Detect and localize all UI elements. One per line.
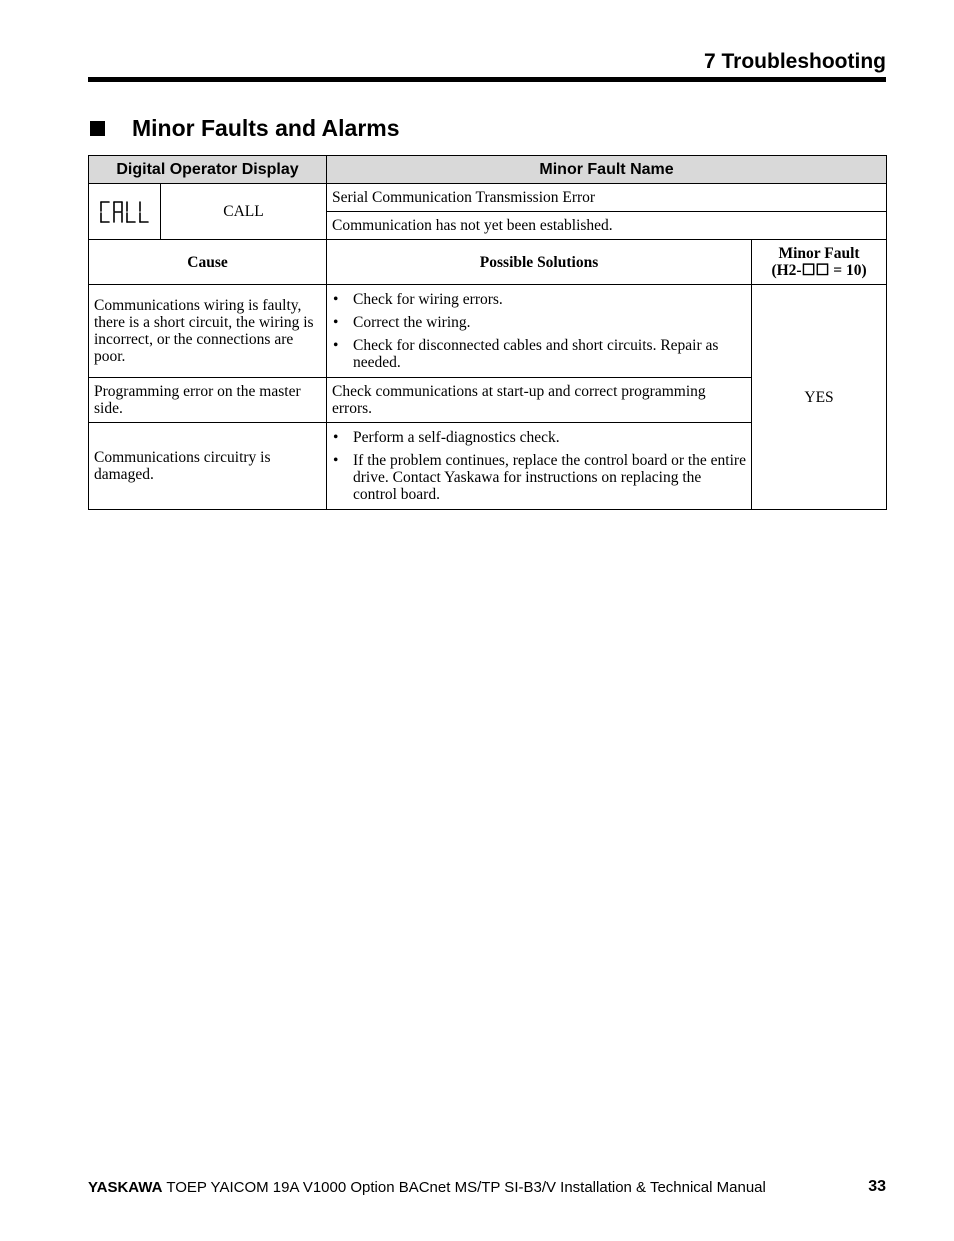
chapter-heading: 7 Troubleshooting — [704, 50, 886, 73]
solution-item: • Check for wiring errors. — [332, 291, 746, 308]
minor-fault-header-line1: Minor Fault — [778, 245, 860, 262]
section-heading — [90, 115, 400, 142]
solution-cell: Check communications at start-up and correct programming errors. — [327, 378, 752, 423]
solution-item: • If the problem continues, replace the control board or the entire drive. Contact Yaskawa for instructions on replacing the control board. — [332, 452, 746, 503]
minor-fault-header-line2: (H2-☐☐ = 10) — [771, 262, 867, 279]
solutions-list — [332, 429, 746, 503]
seven-segment-display-cell — [89, 184, 161, 240]
display-code: CALL — [161, 184, 327, 240]
square-bullet-icon — [90, 121, 105, 136]
solution-item: • Check for disconnected cables and short circuits. Repair as needed. — [332, 337, 746, 371]
seven-segment-call-icon — [97, 199, 153, 225]
footer-brand: YASKAWA — [88, 1179, 163, 1196]
fault-description: Communication has not yet been established. — [327, 212, 887, 240]
fault-name: Serial Communication Transmission Error — [327, 184, 887, 212]
minor-fault-value: YES — [752, 285, 887, 510]
col-header-minor-fault — [752, 240, 887, 285]
minor-faults-table — [88, 155, 887, 510]
solution-item: • Correct the wiring. — [332, 314, 746, 331]
solution-item: • Perform a self-diagnostics check. — [332, 429, 746, 446]
solutions-cell — [327, 423, 752, 510]
section-title: Minor Faults and Alarms — [132, 115, 400, 141]
col-header-display: Digital Operator Display — [89, 156, 327, 184]
col-header-cause: Cause — [89, 240, 327, 285]
col-header-solutions: Possible Solutions — [327, 240, 752, 285]
footer-manual-title: TOEP YAICOM 19A V1000 Option BACnet MS/TP SI-B3/V Installation & Technical Manual — [162, 1179, 766, 1196]
solutions-cell — [327, 285, 752, 378]
solutions-list — [332, 291, 746, 371]
col-header-fault-name: Minor Fault Name — [327, 156, 887, 184]
header-rule — [88, 77, 886, 82]
cause-cell: Programming error on the master side. — [89, 378, 327, 423]
page-number: 33 — [868, 1178, 886, 1195]
cause-cell: Communications circuitry is damaged. — [89, 423, 327, 510]
cause-cell: Communications wiring is faulty, there is a short circuit, the wiring is incorrect, or the connections are poor. — [89, 285, 327, 378]
footer-text — [88, 1179, 766, 1196]
